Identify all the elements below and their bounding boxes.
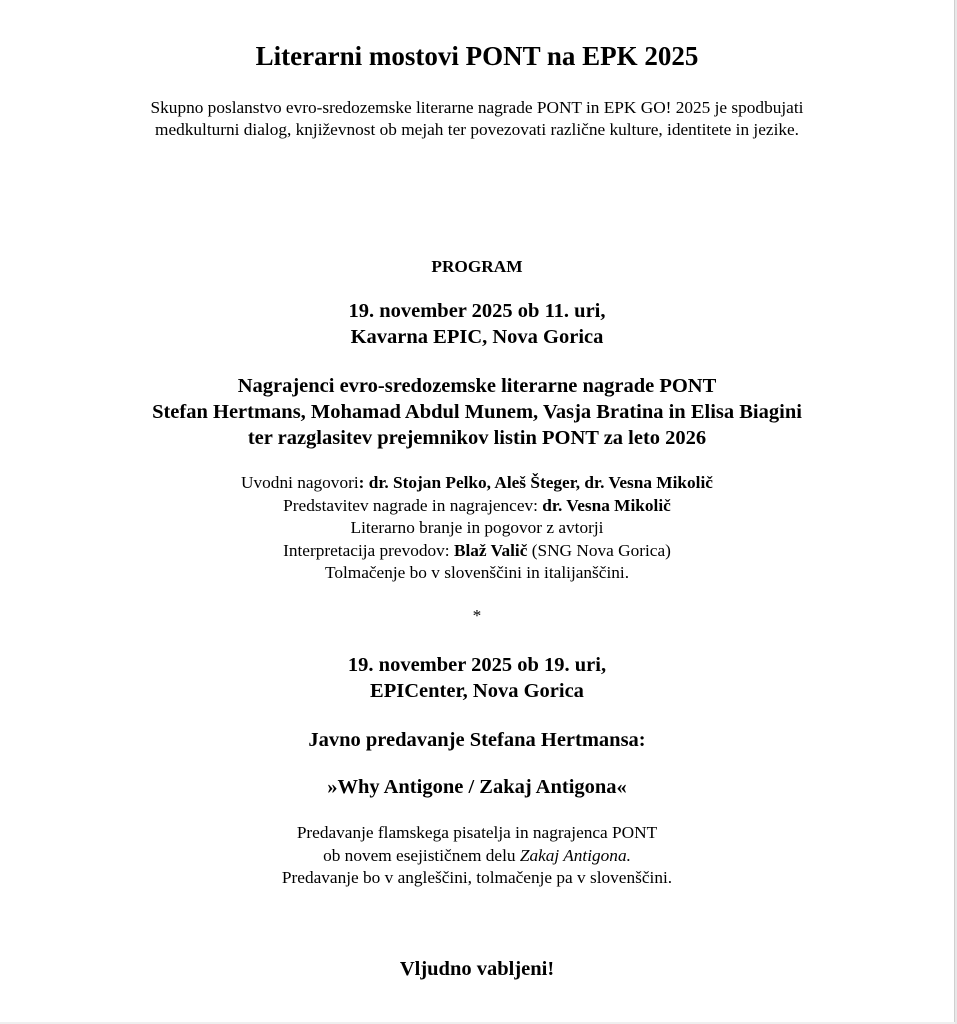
- presentation-line: [0, 495, 954, 518]
- closing-invitation: Vljudno vabljeni!: [399, 958, 555, 980]
- presentation-label: Predstavitev nagrade in nagrajencev:: [283, 495, 543, 515]
- event1-title-line: Nagrajenci evro-sredozemske literarne nagrade PONT: [237, 375, 717, 397]
- document-title: Literarni mostovi PONT na EPK 2025: [255, 41, 699, 71]
- opening-speeches-label: Uvodni nagovori: [241, 473, 359, 492]
- interpretation-label: Interpretacija prevodov:: [283, 540, 454, 560]
- event1-location: Kavarna EPIC, Nova Gorica: [350, 326, 604, 348]
- event2-date: 19. november 2025 ob 19. uri,: [347, 654, 607, 676]
- interpretation-suffix: (SNG Nova Gorica): [527, 540, 671, 560]
- lecture-title: Javno predavanje Stefana Hertmansa:: [308, 729, 646, 751]
- reading-line: Literarno branje in pogovor z avtorji: [350, 518, 604, 537]
- lecture-description-line: Predavanje bo v angleščini, tolmačenje pa v slovenščini.: [281, 868, 673, 887]
- presentation-name: dr. Vesna Mikolič: [542, 495, 671, 515]
- lecture-description-line: Predavanje flamskega pisatelja in nagrajenca PONT: [296, 823, 658, 842]
- lecture-description: [0, 822, 954, 890]
- opening-speeches-line: [0, 472, 954, 495]
- interpretation-name: Blaž Valič: [453, 540, 528, 560]
- event1-awardees-line: Stefan Hertmans, Mohamad Abdul Munem, Vasja Bratina in Elisa Biagini: [152, 401, 802, 423]
- section-separator: *: [472, 606, 482, 625]
- opening-speeches-names: : dr. Stojan Pelko, Aleš Šteger, dr. Vesna Mikolič: [358, 473, 713, 492]
- intro-paragraph: [0, 97, 954, 141]
- intro-line: Skupno poslanstvo evro-sredozemske literarne nagrade PONT in EPK GO! 2025 je spodbujati: [150, 98, 804, 117]
- event1-details: [0, 472, 954, 585]
- event2-date-location: [0, 652, 954, 704]
- interpreting-line: Tolmačenje bo v slovenščini in italijanščini.: [324, 563, 630, 582]
- event1-date-location: [0, 298, 954, 350]
- event2-location: EPICenter, Nova Gorica: [370, 680, 584, 702]
- lecture-description-line: [0, 845, 954, 868]
- event1-title-line: ter razglasitev prejemnikov listin PONT za leto 2026: [247, 427, 707, 449]
- interpretation-line: [0, 540, 954, 563]
- program-heading: PROGRAM: [431, 257, 523, 276]
- intro-line: medkulturni dialog, književnost ob mejah ter povezovati različne kulture, identitete in jezike.: [155, 120, 799, 139]
- lecture-description-prefix: ob novem esejističnem delu: [323, 845, 520, 865]
- lecture-subtitle: »Why Antigone / Zakaj Antigona«: [327, 776, 627, 798]
- event1-title: [0, 373, 954, 451]
- event1-date: 19. november 2025 ob 11. uri,: [348, 300, 606, 322]
- book-title: Zakaj Antigona.: [519, 845, 631, 865]
